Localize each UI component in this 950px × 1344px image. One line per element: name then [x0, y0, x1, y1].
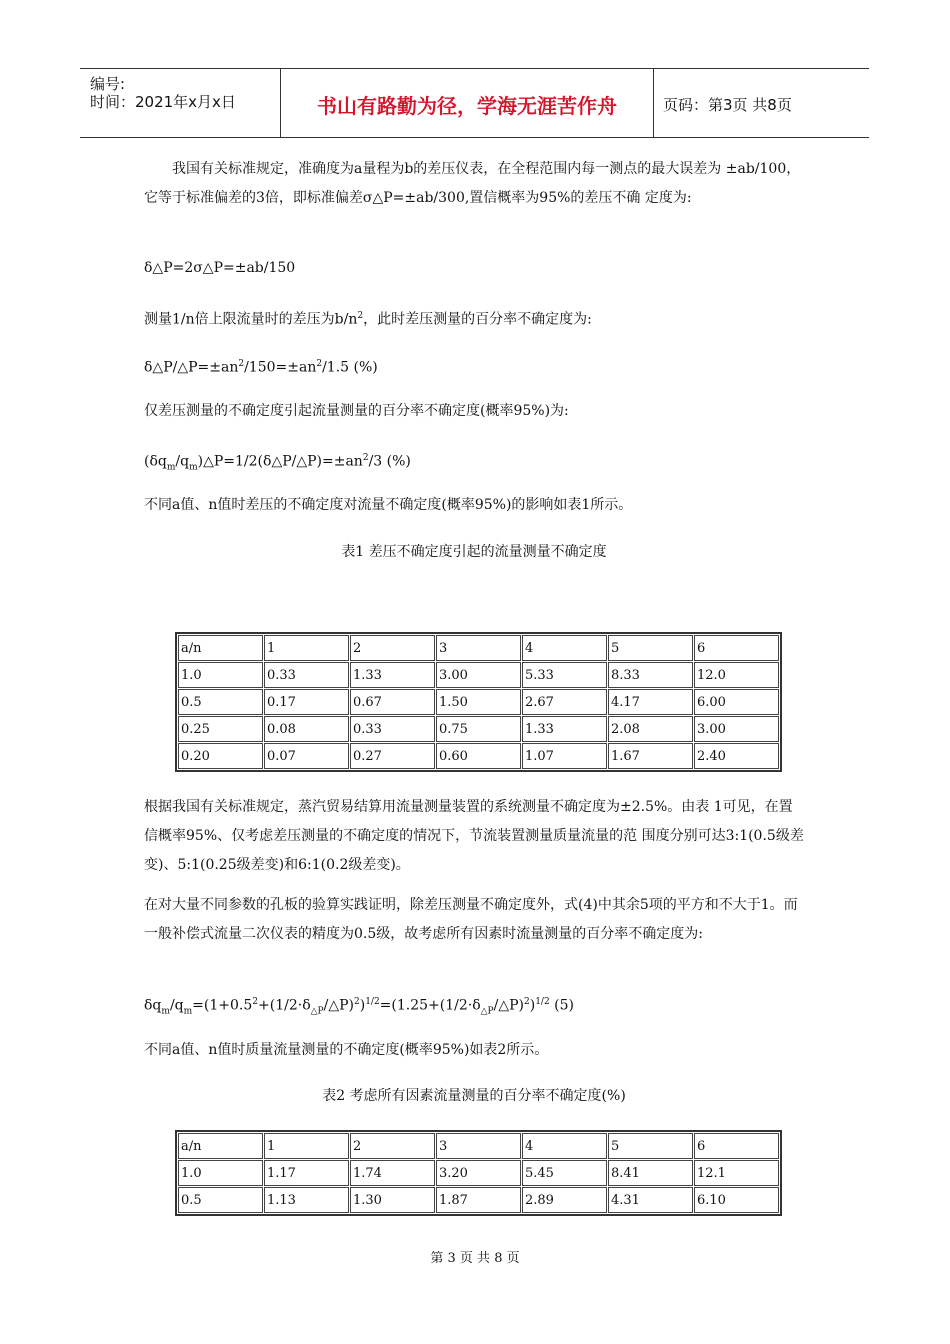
page-header: [80, 68, 869, 138]
table-cell: 5.33: [522, 662, 607, 688]
table-cell: 0.17: [264, 689, 349, 715]
paragraph-differential-pressure: 测量1/n倍上限流量时的差压为$b/n^2$，此时差压测量的百分率不确定度为:: [144, 311, 592, 328]
table-cell: 0.27: [350, 743, 435, 769]
header-meta-cell: [80, 69, 280, 137]
table-1: [175, 632, 782, 772]
table-2: [175, 1130, 782, 1216]
table-cell: 5.45: [522, 1160, 607, 1186]
table-cell: 0.25: [178, 716, 263, 742]
table-cell: 4: [522, 635, 607, 661]
table-cell: 2.40: [694, 743, 779, 769]
table-cell: 1: [264, 1133, 349, 1159]
table-cell: 2.67: [522, 689, 607, 715]
equation-1: δ△P=2σ△P=±ab/150: [144, 260, 296, 276]
table-cell: 5: [608, 1133, 693, 1159]
table-cell: 6.00: [694, 689, 779, 715]
table-cell: 3: [436, 1133, 521, 1159]
table-cell: 6: [694, 635, 779, 661]
table-cell: 1.33: [522, 716, 607, 742]
header-motto-cell: [280, 69, 654, 137]
table-cell: 5: [608, 635, 693, 661]
table-cell: 1.07: [522, 743, 607, 769]
table-header-row: [178, 1133, 779, 1159]
table-cell: 3.20: [436, 1160, 521, 1186]
table-row: [178, 689, 779, 715]
table-cell: 2.89: [522, 1187, 607, 1213]
table-cell: 6.10: [694, 1187, 779, 1213]
paragraph-table2-intro: 不同a值、n值时质量流量测量的不确定度(概率95%)如表2所示。: [144, 1042, 549, 1058]
table-cell: 2: [350, 1133, 435, 1159]
equation-2: $\delta\triangle P/\triangle P=\pm an^2/150=\pm an^2/1.5$ (%): [144, 359, 378, 376]
table-cell: 1.74: [350, 1160, 435, 1186]
document-number-label: 编号:: [90, 75, 126, 93]
table-cell: 1.0: [178, 1160, 263, 1186]
table-cell: 1.17: [264, 1160, 349, 1186]
table-cell: 0.20: [178, 743, 263, 769]
table-cell: 1.33: [350, 662, 435, 688]
table-cell: 1.67: [608, 743, 693, 769]
table-cell: 12.0: [694, 662, 779, 688]
page-footer: 第 3 页 共 8 页: [430, 1251, 520, 1266]
table-row: [178, 716, 779, 742]
table-row: [178, 662, 779, 688]
table-cell: 0.75: [436, 716, 521, 742]
header-page-cell: [653, 69, 869, 137]
table1-caption: 表1 差压不确定度引起的流量测量不确定度: [341, 544, 607, 560]
table-row: [178, 1187, 779, 1213]
equation-3: $(\delta q_m/q_m)\triangle P=1/2(\delta\triangle P/\triangle P)=\pm an^2/3$ (%): [144, 453, 411, 473]
paragraph-standard-accuracy: 我国有关标准规定，准确度为a量程为b的差压仪表，在全程范围内每一测点的最大误差为 ±ab/100，它等于标准偏差的3倍，即标准偏差σ△P=±ab/300,置信概率为95%的差压不确 定度为:: [144, 161, 801, 206]
table-cell: 8.41: [608, 1160, 693, 1186]
table-cell: 1.30: [350, 1187, 435, 1213]
table-cell: 4: [522, 1133, 607, 1159]
table-cell: 2: [350, 635, 435, 661]
table-cell: 1.50: [436, 689, 521, 715]
paragraph-table1-intro: 不同a值、n值时差压的不确定度对流量不确定度(概率95%)的影响如表1所示。: [144, 497, 633, 513]
table-cell: 12.1: [694, 1160, 779, 1186]
table-cell: 0.5: [178, 1187, 263, 1213]
table-cell: 3.00: [694, 716, 779, 742]
table-cell: 1.0: [178, 662, 263, 688]
table-cell: 2.08: [608, 716, 693, 742]
table-cell: a/n: [178, 1133, 263, 1159]
table-cell: 0.33: [264, 662, 349, 688]
paragraph-orifice-verification: 在对大量不同参数的孔板的验算实践证明，除差压测量不确定度外，式(4)中其余5项的平方和不大于1。而一般补偿式流量二次仪表的精度为0.5级，故考虑所有因素时流量测量的百分率不确定度为:: [144, 897, 798, 942]
header-motto: 书山有路勤为径，学海无涯苦作舟: [317, 94, 617, 118]
table-cell: 0.5: [178, 689, 263, 715]
equation-5: $\delta q_m/q_m=(1+0.5^2+(1/2\cdot\delta_{\triangle P}/\triangle P)^2)^{1/2}=(1.25+(1/2\cdot\delta_{\triangle P}/\triangle P)^2)^{1/2}$ (5): [144, 997, 574, 1017]
table-cell: 8.33: [608, 662, 693, 688]
table-cell: 0.33: [350, 716, 435, 742]
table-header-row: [178, 635, 779, 661]
table2-caption: 表2 考虑所有因素流量测量的百分率不确定度(%): [322, 1088, 626, 1104]
table-row: [178, 1160, 779, 1186]
table-cell: 1.87: [436, 1187, 521, 1213]
table-cell: 4.17: [608, 689, 693, 715]
table-cell: 0.67: [350, 689, 435, 715]
table-cell: a/n: [178, 635, 263, 661]
table-cell: 4.31: [608, 1187, 693, 1213]
paragraph-trade-settlement: 根据我国有关标准规定，蒸汽贸易结算用流量测量装置的系统测量不确定度为±2.5%。由表 1可见，在置信概率95%、仅考虑差压测量的不确定度的情况下，节流装置测量质量流量的范 围度分别可达3:1(0.5级差变)、5:1(0.25级差变)和6:1(0.2级差变)。: [144, 799, 804, 873]
document-date-label: 时间：2021年x月x日: [90, 93, 236, 111]
header-page-number: 页码：第3页 共8页: [663, 96, 792, 114]
table-cell: 0.07: [264, 743, 349, 769]
table-cell: 6: [694, 1133, 779, 1159]
table-row: [178, 743, 779, 769]
table-cell: 3.00: [436, 662, 521, 688]
table-cell: 0.60: [436, 743, 521, 769]
paragraph-flow-uncertainty: 仅差压测量的不确定度引起流量测量的百分率不确定度(概率95%)为:: [144, 403, 569, 419]
table-cell: 1.13: [264, 1187, 349, 1213]
table-cell: 3: [436, 635, 521, 661]
table-cell: 0.08: [264, 716, 349, 742]
table-cell: 1: [264, 635, 349, 661]
